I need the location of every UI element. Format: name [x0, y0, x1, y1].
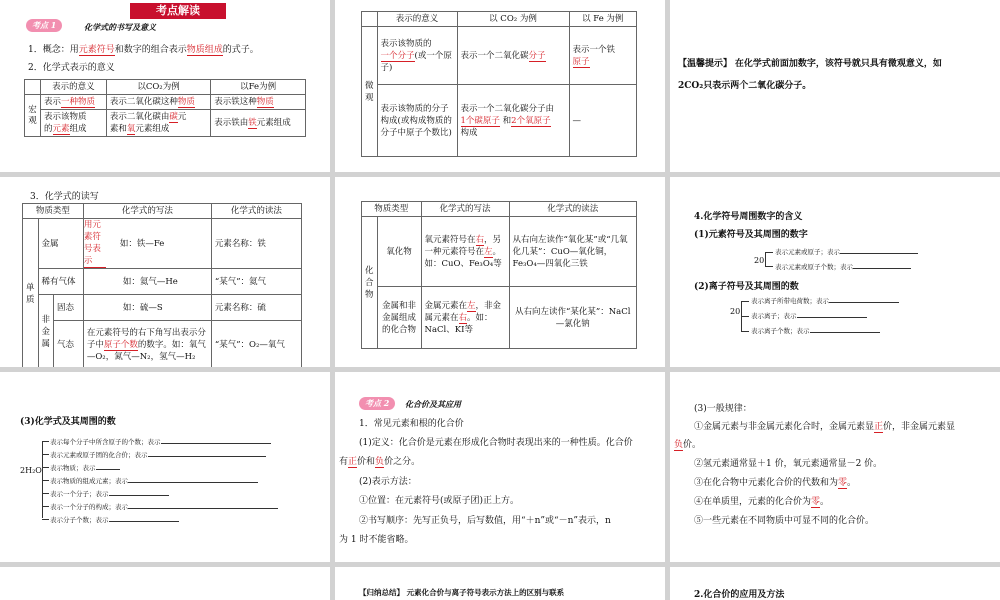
ion-label-3: 表示离子个数；表示: [751, 326, 880, 335]
element-label-2: 表示元素或原子个数；表示: [775, 262, 911, 271]
rule-2: ②氢元素通常显＋1 价，氧元素通常显－2 价。: [694, 459, 883, 469]
formula-label-1: 表示每个分子中所含原子的个数；表示: [50, 437, 271, 446]
compounds-table: 物质类型 化学式的写法 化学式的读法 化合物 氧化物 氧元素符号在右，另一种元素符号在左。如：CuO、Fe₃O₄等 从右向左读作“氧化某”或“几氧化几某”：CuO—氧化铜，Fe₃O₄—四氧化三铁 金属和非金属组成的化合物 金属元素在左，非金属元素在右。如：NaCl、KI等 从右向左读作“某化某”：NaCl—氯化钠: [361, 201, 637, 349]
bracket-tick: [42, 493, 49, 494]
elements-table: 物质类型 化学式的写法 化学式的读法 单质 金属 用元素符号表示 如：铁—Fe 元素名称：铁 稀有气体 如：氦气—He “某气”：氦气 非金属 固态 如：硫—S 元素名称：硫 气态 在元素符号的右下角写出表示分子中原子个数的数字。如：氧气—O₂，氮气—N₂，氢气—H₂ “某气”：O₂—氧气: [22, 203, 302, 367]
merged-red-note: 用元素符号表示: [84, 219, 106, 268]
formula-label-5: 表示一个分子；表示: [50, 489, 169, 498]
tip-line-1: 【温馨提示】 在化学式前面加数字，该符号就只具有微观意义，如: [678, 59, 942, 69]
slide-valence-rules[interactable]: [670, 372, 1000, 562]
bracket-tick: [42, 506, 49, 507]
slide-formula-read-write[interactable]: [0, 177, 330, 367]
group-macro: 宏观: [25, 95, 41, 137]
group-micro: 微观: [362, 27, 378, 157]
slide-valence[interactable]: [335, 372, 665, 562]
topic-heading-2: 化合价及其应用: [405, 399, 461, 409]
valence-p2: (1)定义：化合价是元素在形成化合物时表现出来的一种性质。化合价: [359, 438, 633, 448]
section-banner: 考点解读: [130, 3, 226, 19]
topic-heading: 化学式的书写及意义: [84, 22, 156, 32]
rule-3: ③在化合物中元素化合价的代数和为零。: [694, 478, 857, 488]
ion-symbol: 20: [730, 307, 741, 316]
meaning-table-macro: 表示的意义 以CO₂为例 以Fe为例 宏观 表示一种物质 表示二氧化碳这种物质 表示铁这种物质 表示该物质 的元素组成 表示二氧化碳由碳元 素和氧元素组成 表示铁由铁元素组成: [24, 79, 306, 137]
concept-line: 1．概念：用元素符号和数字的组合表示物质组成的式子。: [28, 45, 259, 55]
formula-symbol: 2H₂O: [20, 466, 42, 475]
rule-1-cont: 负价。: [674, 440, 702, 450]
ion-label-2: 表示离子；表示: [751, 311, 867, 320]
ion-numbers-title: (2)离子符号及其周围的数: [694, 282, 799, 292]
rule-5: ⑤一些元素在不同物质中可显不同的化合价。: [694, 516, 875, 526]
slide-formula-writing[interactable]: [0, 0, 330, 172]
bracket-tick: [42, 467, 49, 468]
valence-p3: (2)表示方法：: [359, 477, 417, 487]
valence-p2-cont: 有正价和负价之分。: [339, 457, 421, 467]
summary-heading: 【归纳总结】 元素化合价与离子符号表示方法上的区别与联系: [359, 588, 565, 597]
valence-p4: ①位置：在元素符号(或原子团)正上方。: [359, 496, 520, 506]
formula-numbers-title: (3)化学式及其周围的数: [20, 417, 116, 427]
numbers-title: 4.化学符号周围数字的含义: [694, 212, 803, 222]
slide-formula-micro[interactable]: [335, 0, 665, 172]
bracket-tick: [42, 454, 49, 455]
formula-label-6: 表示一个分子的构成；表示: [50, 502, 278, 511]
group-compound: 化合物: [362, 217, 378, 349]
formula-label-2: 表示元素或原子团的化合价；表示: [50, 450, 266, 459]
element-numbers-title: (1)元素符号及其周围的数字: [694, 230, 808, 240]
slide-valence-application[interactable]: [670, 567, 1000, 600]
valence-p1: 1．常见元素和根的化合价: [359, 419, 464, 429]
element-label-1: 表示元素或原子；表示: [775, 247, 918, 256]
meaning-title: 2．化学式表示的意义: [28, 63, 115, 73]
meaning-table-micro: 表示的意义 以 CO₂ 为例 以 Fe 为例 微观 表示该物质的 一个分子(或一个原子) 表示一个二氧化碳分子 表示一个铁 原子 表示该物质的分子构成(或构成物质的分子中原子个数比) 表示一个二氧化碳分子由 1个碳原子 和2个氧原子 构成 —: [361, 11, 637, 157]
bracket-tick: [42, 441, 49, 442]
tip-line-2: 2CO₂只表示两个二氧化碳分子。: [678, 81, 812, 91]
bracket-tick: [42, 519, 49, 520]
read-write-title: 3．化学式的读写: [30, 192, 99, 202]
valence-p5: ②书写顺序：先写正负号，后写数值，用“＋n”或“－n”表示，n: [359, 516, 611, 526]
slide-compound-read-write[interactable]: [335, 177, 665, 367]
topic-badge-2: 考点 2: [359, 397, 395, 410]
topic-badge: 考点 1: [26, 19, 62, 32]
rule-4: ④在单质里，元素的化合价为零。: [694, 497, 830, 507]
slide-partial-1[interactable]: [0, 567, 330, 600]
application-heading: 2.化合价的应用及方法: [694, 590, 785, 600]
group-element: 单质: [23, 219, 39, 368]
rules-title: (3)一般规律：: [694, 404, 752, 414]
formula-label-3: 表示物质；表示: [50, 463, 120, 472]
slide-symbol-numbers[interactable]: [670, 177, 1000, 367]
element-symbol: 20: [754, 256, 765, 265]
slide-summary[interactable]: [335, 567, 665, 600]
bracket-tick: [42, 480, 49, 481]
ion-label-1: 表示离子所带电荷数；表示: [751, 296, 899, 305]
slide-tip[interactable]: [670, 0, 1000, 172]
formula-label-4: 表示物质的组成元素；表示: [50, 476, 258, 485]
slide-formula-numbers[interactable]: [0, 372, 330, 562]
rule-1: ①金属元素与非金属元素化合时，金属元素显正价，非金属元素显: [694, 422, 956, 432]
valence-p6: 为 1 时不能省略。: [339, 535, 414, 545]
formula-label-7: 表示分子个数；表示: [50, 515, 179, 524]
